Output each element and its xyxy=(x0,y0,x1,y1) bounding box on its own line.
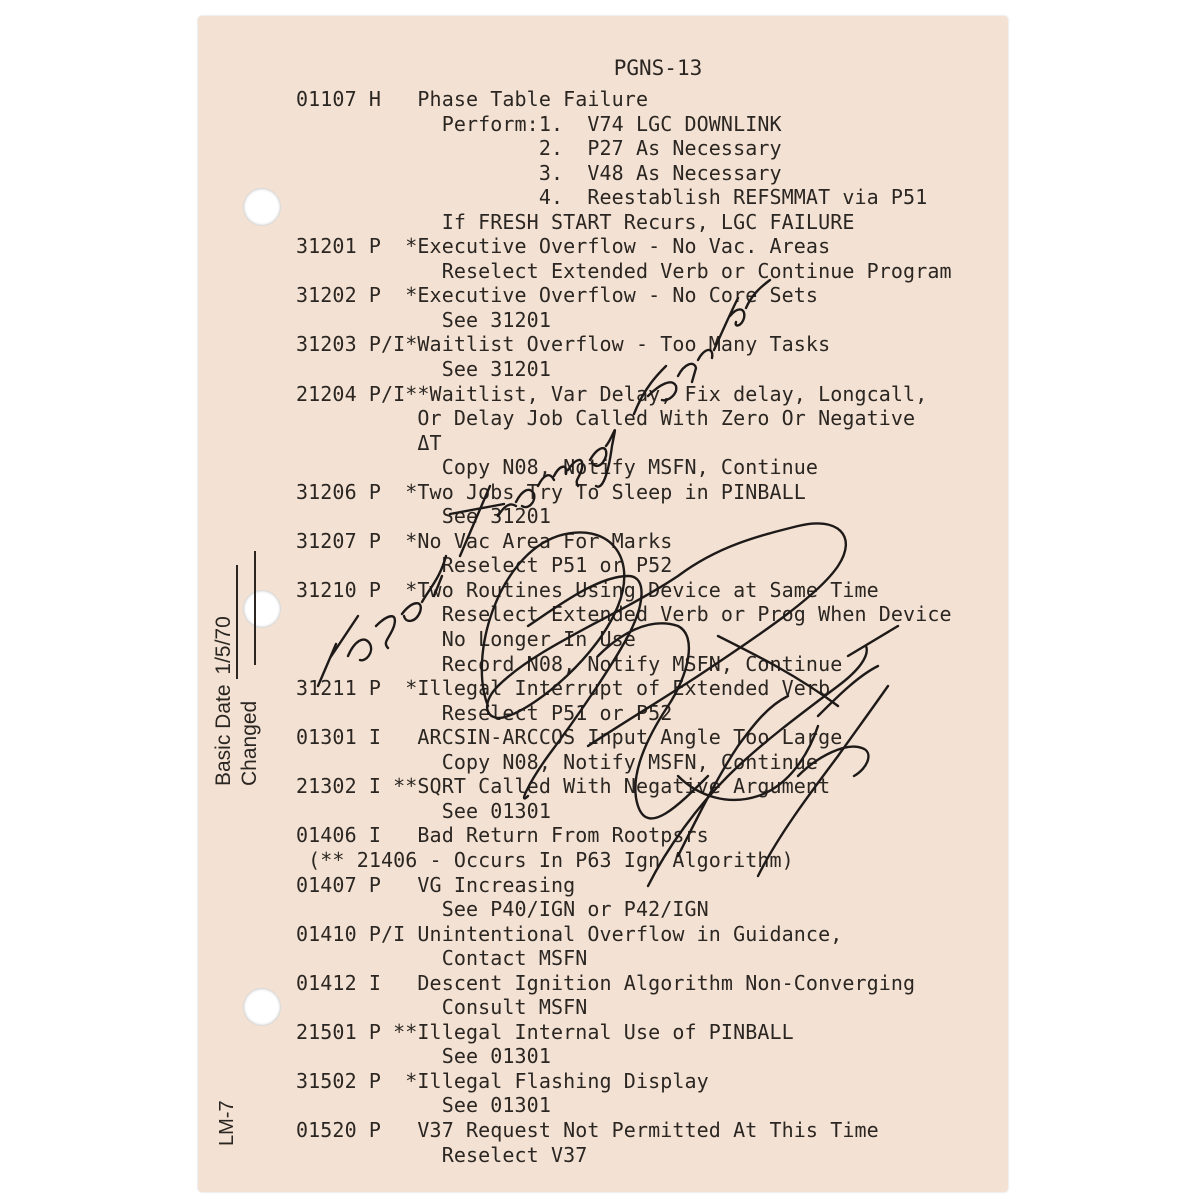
listing-line: Reselect Extended Verb or Continue Program xyxy=(296,258,952,283)
listing-line: See P40/IGN or P42/IGN xyxy=(296,897,709,922)
listing-line: Perform:1. V74 LGC DOWNLINK xyxy=(296,111,782,136)
listing-line: Or Delay Job Called With Zero Or Negative xyxy=(296,406,916,431)
alarm-code-listing xyxy=(296,87,952,1167)
changed-row xyxy=(238,551,262,786)
listing-line: See 01301 xyxy=(296,1044,551,1069)
listing-line: 01407 P VG Increasing xyxy=(296,872,576,897)
listing-line: 21302 I **SQRT Called With Negative Argument xyxy=(296,774,831,799)
listing-line: 01412 I Descent Ignition Algorithm Non-Converging xyxy=(296,970,916,995)
listing-line: No Longer In Use xyxy=(296,627,636,652)
listing-line: 4. Reestablish REFSMMAT via P51 xyxy=(296,185,928,210)
listing-line: See 31201 xyxy=(296,357,551,382)
listing-line: 21501 P **Illegal Internal Use of PINBALL xyxy=(296,1019,794,1044)
listing-line: Copy N08, Notify MSFN, Continue xyxy=(296,455,819,480)
listing-line: Consult MSFN xyxy=(296,995,588,1020)
listing-line: Reselect P51 or P52 xyxy=(296,553,673,578)
listing-line: See 01301 xyxy=(296,1093,551,1118)
listing-line: See 31201 xyxy=(296,504,551,529)
listing-line: Copy N08, Notify MSFN, Continue xyxy=(296,749,819,774)
listing-line: 01520 P V37 Request Not Permitted At This Time xyxy=(296,1117,879,1142)
changed-value xyxy=(254,551,256,665)
basic-date-value: 1/5/70 xyxy=(212,565,238,679)
listing-line: 31210 P *Two Routines Using Device at Same Time xyxy=(296,577,879,602)
listing-line: 21204 P/I**Waitlist, Var Delay, Fix delay, Longcall, xyxy=(296,381,928,406)
listing-line: See 01301 xyxy=(296,798,551,823)
listing-line: 31202 P *Executive Overflow - No Core Sets xyxy=(296,283,819,308)
listing-line: If FRESH START Recurs, LGC FAILURE xyxy=(296,209,855,234)
changed-label: Changed xyxy=(238,700,261,786)
listing-line: Record N08, Notify MSFN, Continue xyxy=(296,651,843,676)
page-header: PGNS-13 xyxy=(613,56,703,80)
listing-line: 31211 P *Illegal Interrupt of Extended Verb xyxy=(296,676,831,701)
listing-line: 01301 I ARCSIN-ARCCOS Input Angle Too Large xyxy=(296,725,843,750)
listing-line: 31207 P *No Vac Area For Marks xyxy=(296,528,673,553)
binder-hole-top xyxy=(243,188,281,226)
vehicle-label: LM-7 xyxy=(216,1100,238,1146)
listing-line: Contact MSFN xyxy=(296,946,588,971)
listing-line: 3. V48 As Necessary xyxy=(296,160,782,185)
binder-hole-bottom xyxy=(243,988,281,1026)
listing-line: (** 21406 - Occurs In P63 Ign Algorithm) xyxy=(296,847,794,872)
listing-line: 2. P27 As Necessary xyxy=(296,136,782,161)
date-block xyxy=(212,551,262,786)
listing-line: Reselect P51 or P52 xyxy=(296,700,673,725)
listing-line: See 31201 xyxy=(296,307,551,332)
checklist-page xyxy=(198,16,1008,1192)
listing-line: 01406 I Bad Return From Rootpsrs xyxy=(296,823,709,848)
listing-line: 31203 P/I*Waitlist Overflow - Too Many Tasks xyxy=(296,332,831,357)
basic-date-row xyxy=(212,551,238,786)
listing-line: 01410 P/I Unintentional Overflow in Guidance, xyxy=(296,921,843,946)
listing-line: Reselect V37 xyxy=(296,1142,588,1167)
listing-line: 31206 P *Two Jobs Try To Sleep in PINBALL xyxy=(296,479,806,504)
listing-line: 31502 P *Illegal Flashing Display xyxy=(296,1068,709,1093)
listing-line: 01107 H Phase Table Failure xyxy=(296,87,649,111)
listing-line: ΔT xyxy=(296,430,442,455)
listing-line: 31201 P *Executive Overflow - No Vac. Areas xyxy=(296,234,831,259)
listing-line: Reselect Extended Verb or Prog When Device xyxy=(296,602,952,627)
basic-date-label: Basic Date xyxy=(212,684,235,786)
